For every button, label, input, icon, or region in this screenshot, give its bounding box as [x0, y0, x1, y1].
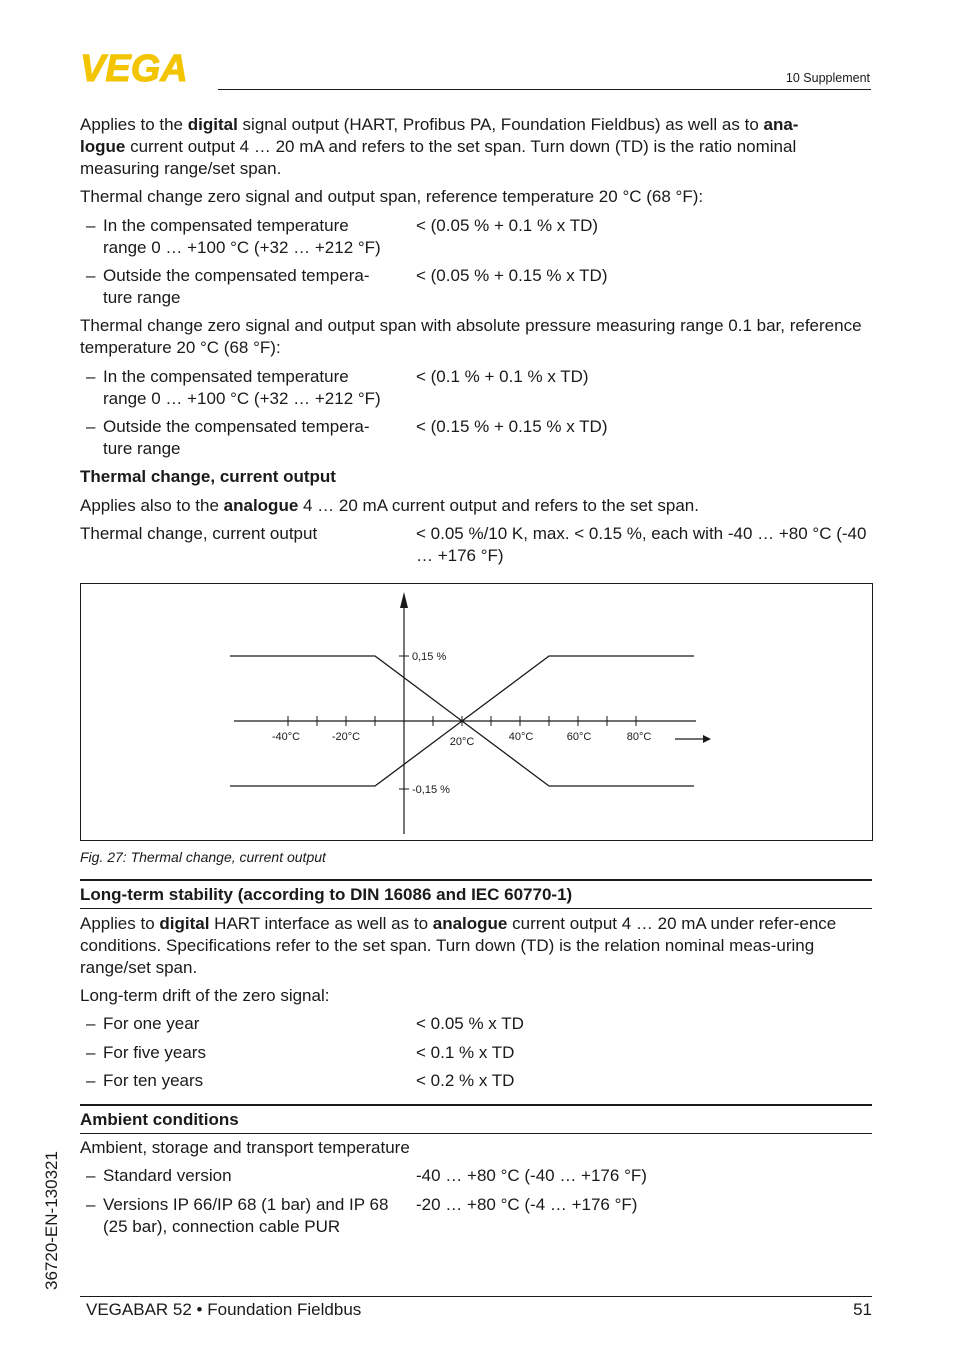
vega-logo: [80, 50, 212, 89]
page-number: 51: [853, 1300, 872, 1319]
intro-paragraph: [80, 114, 870, 180]
list-item-value: < 0.05 % x TD: [416, 1014, 524, 1033]
text: current output 4 … 20 mA and refers to the set span. Turn down (TD) is the ratio nominal measuring range/set span.: [80, 137, 797, 178]
longterm-drift-label: Long-term drift of the zero signal:: [80, 986, 330, 1005]
dash-bullet: –: [86, 1043, 96, 1062]
bold-text: analogue: [223, 496, 299, 515]
list-item-label: In the compensated temperature range 0 … +100 °C (+32 … +212 °F): [103, 216, 381, 257]
header-section-label: 10 Supplement: [785, 71, 870, 85]
dash-bullet: –: [86, 266, 96, 285]
y-axis-arrow-icon: [400, 592, 408, 608]
section-rule-bottom: [80, 908, 872, 909]
text: signal output (HART, Profibus PA, Foundation Fieldbus) as well as to: [237, 115, 764, 134]
bold-text: ana-: [763, 115, 799, 134]
thermal-current-heading: Thermal change, current output: [80, 467, 336, 486]
list-item-label: Outside the compensated tempera-ture range: [103, 266, 370, 307]
footer-product: VEGABAR 52 • Foundation Fieldbus: [86, 1300, 362, 1319]
list-item-value: < (0.1 % + 0.1 % x TD): [416, 367, 589, 386]
section-rule-bottom: [80, 1133, 872, 1134]
text: Applies to: [80, 914, 160, 933]
section-rule-top: [80, 879, 872, 881]
list-item-label: Versions IP 66/IP 68 (1 bar) and IP 68 (25 bar), connection cable PUR: [103, 1195, 389, 1236]
list-item-label: For ten years: [103, 1071, 204, 1090]
x-tick-label: 60°C: [566, 731, 592, 743]
x-tick-label: 80°C: [626, 731, 652, 743]
footer-rule: [80, 1296, 872, 1297]
bold-text: digital: [159, 914, 210, 933]
list-item-value: < 0.2 % x TD: [416, 1071, 515, 1090]
list-item-label: Outside the compensated tempera-ture range: [103, 417, 370, 458]
x-tick-label: -40°C: [271, 731, 301, 743]
text: Applies to the: [80, 115, 188, 134]
x-tick-label: -20°C: [331, 731, 361, 743]
logo-text: VEGA: [80, 50, 188, 84]
text: current output 4 … 20 mA under refer-ence conditions. Specifications refer to the set span. Turn down (TD) is the relation nominal meas-uring range/set span.: [80, 914, 837, 977]
figure-caption: Fig. 27: Thermal change, current output: [80, 849, 326, 865]
document-id: 36720-EN-130321: [42, 1151, 61, 1290]
dash-bullet: –: [86, 216, 96, 235]
list-item-value: < 0.1 % x TD: [416, 1043, 515, 1062]
ambient-heading: Ambient conditions: [80, 1110, 239, 1129]
thermal-change-chart: [81, 584, 872, 840]
x-tick-label: 40°C: [508, 731, 534, 743]
text: Applies also to the: [80, 496, 224, 515]
dash-bullet: –: [86, 367, 96, 386]
dash-bullet: –: [86, 417, 96, 436]
text: 4 … 20 mA current output and refers to the set span.: [298, 496, 699, 515]
list-item-value: < (0.05 % + 0.15 % x TD): [416, 266, 608, 285]
thermal-absolute-paragraph: Thermal change zero signal and output span with absolute pressure measuring range 0.1 bar, reference temperature 20 °C (68 °F):: [80, 316, 862, 357]
thermal-current-value: < 0.05 %/10 K, max. < 0.15 %, each with -40 … +80 °C (-40 … +176 °F): [416, 524, 867, 565]
list-item-value: < (0.05 % + 0.1 % x TD): [416, 216, 599, 235]
x-tick-label: 20°C: [449, 736, 475, 748]
dash-bullet: –: [86, 1195, 96, 1214]
list-item-label: In the compensated temperature range 0 … +100 °C (+32 … +212 °F): [103, 367, 381, 408]
list-item-value: -40 … +80 °C (-40 … +176 °F): [416, 1166, 647, 1185]
ambient-label: Ambient, storage and transport temperature: [80, 1138, 410, 1157]
list-item-value: < (0.15 % + 0.15 % x TD): [416, 417, 608, 436]
header-rule: [218, 89, 871, 90]
list-item-label: For five years: [103, 1043, 206, 1062]
thermal-zero-paragraph: Thermal change zero signal and output span, reference temperature 20 °C (68 °F):: [80, 187, 704, 206]
list-item-label: For one year: [103, 1014, 200, 1033]
dash-bullet: –: [86, 1014, 96, 1033]
bold-text: logue: [80, 137, 126, 156]
section-rule-top: [80, 1104, 872, 1106]
bold-text: analogue: [432, 914, 508, 933]
dash-bullet: –: [86, 1071, 96, 1090]
y-tick-label: -0,15 %: [412, 784, 450, 796]
thermal-current-label: Thermal change, current output: [80, 524, 318, 543]
y-tick-label: 0,15 %: [412, 651, 447, 663]
longterm-heading: Long-term stability (according to DIN 16086 and IEC 60770-1): [80, 885, 573, 904]
list-item-label: Standard version: [103, 1166, 232, 1185]
longterm-paragraph: [80, 913, 870, 979]
x-direction-arrow-icon: [703, 735, 711, 743]
thermal-change-figure: [80, 583, 873, 841]
list-item-value: -20 … +80 °C (-4 … +176 °F): [416, 1195, 638, 1214]
dash-bullet: –: [86, 1166, 96, 1185]
bold-text: digital: [187, 115, 238, 134]
thermal-current-paragraph: [80, 495, 870, 517]
text: HART interface as well as to: [209, 914, 433, 933]
